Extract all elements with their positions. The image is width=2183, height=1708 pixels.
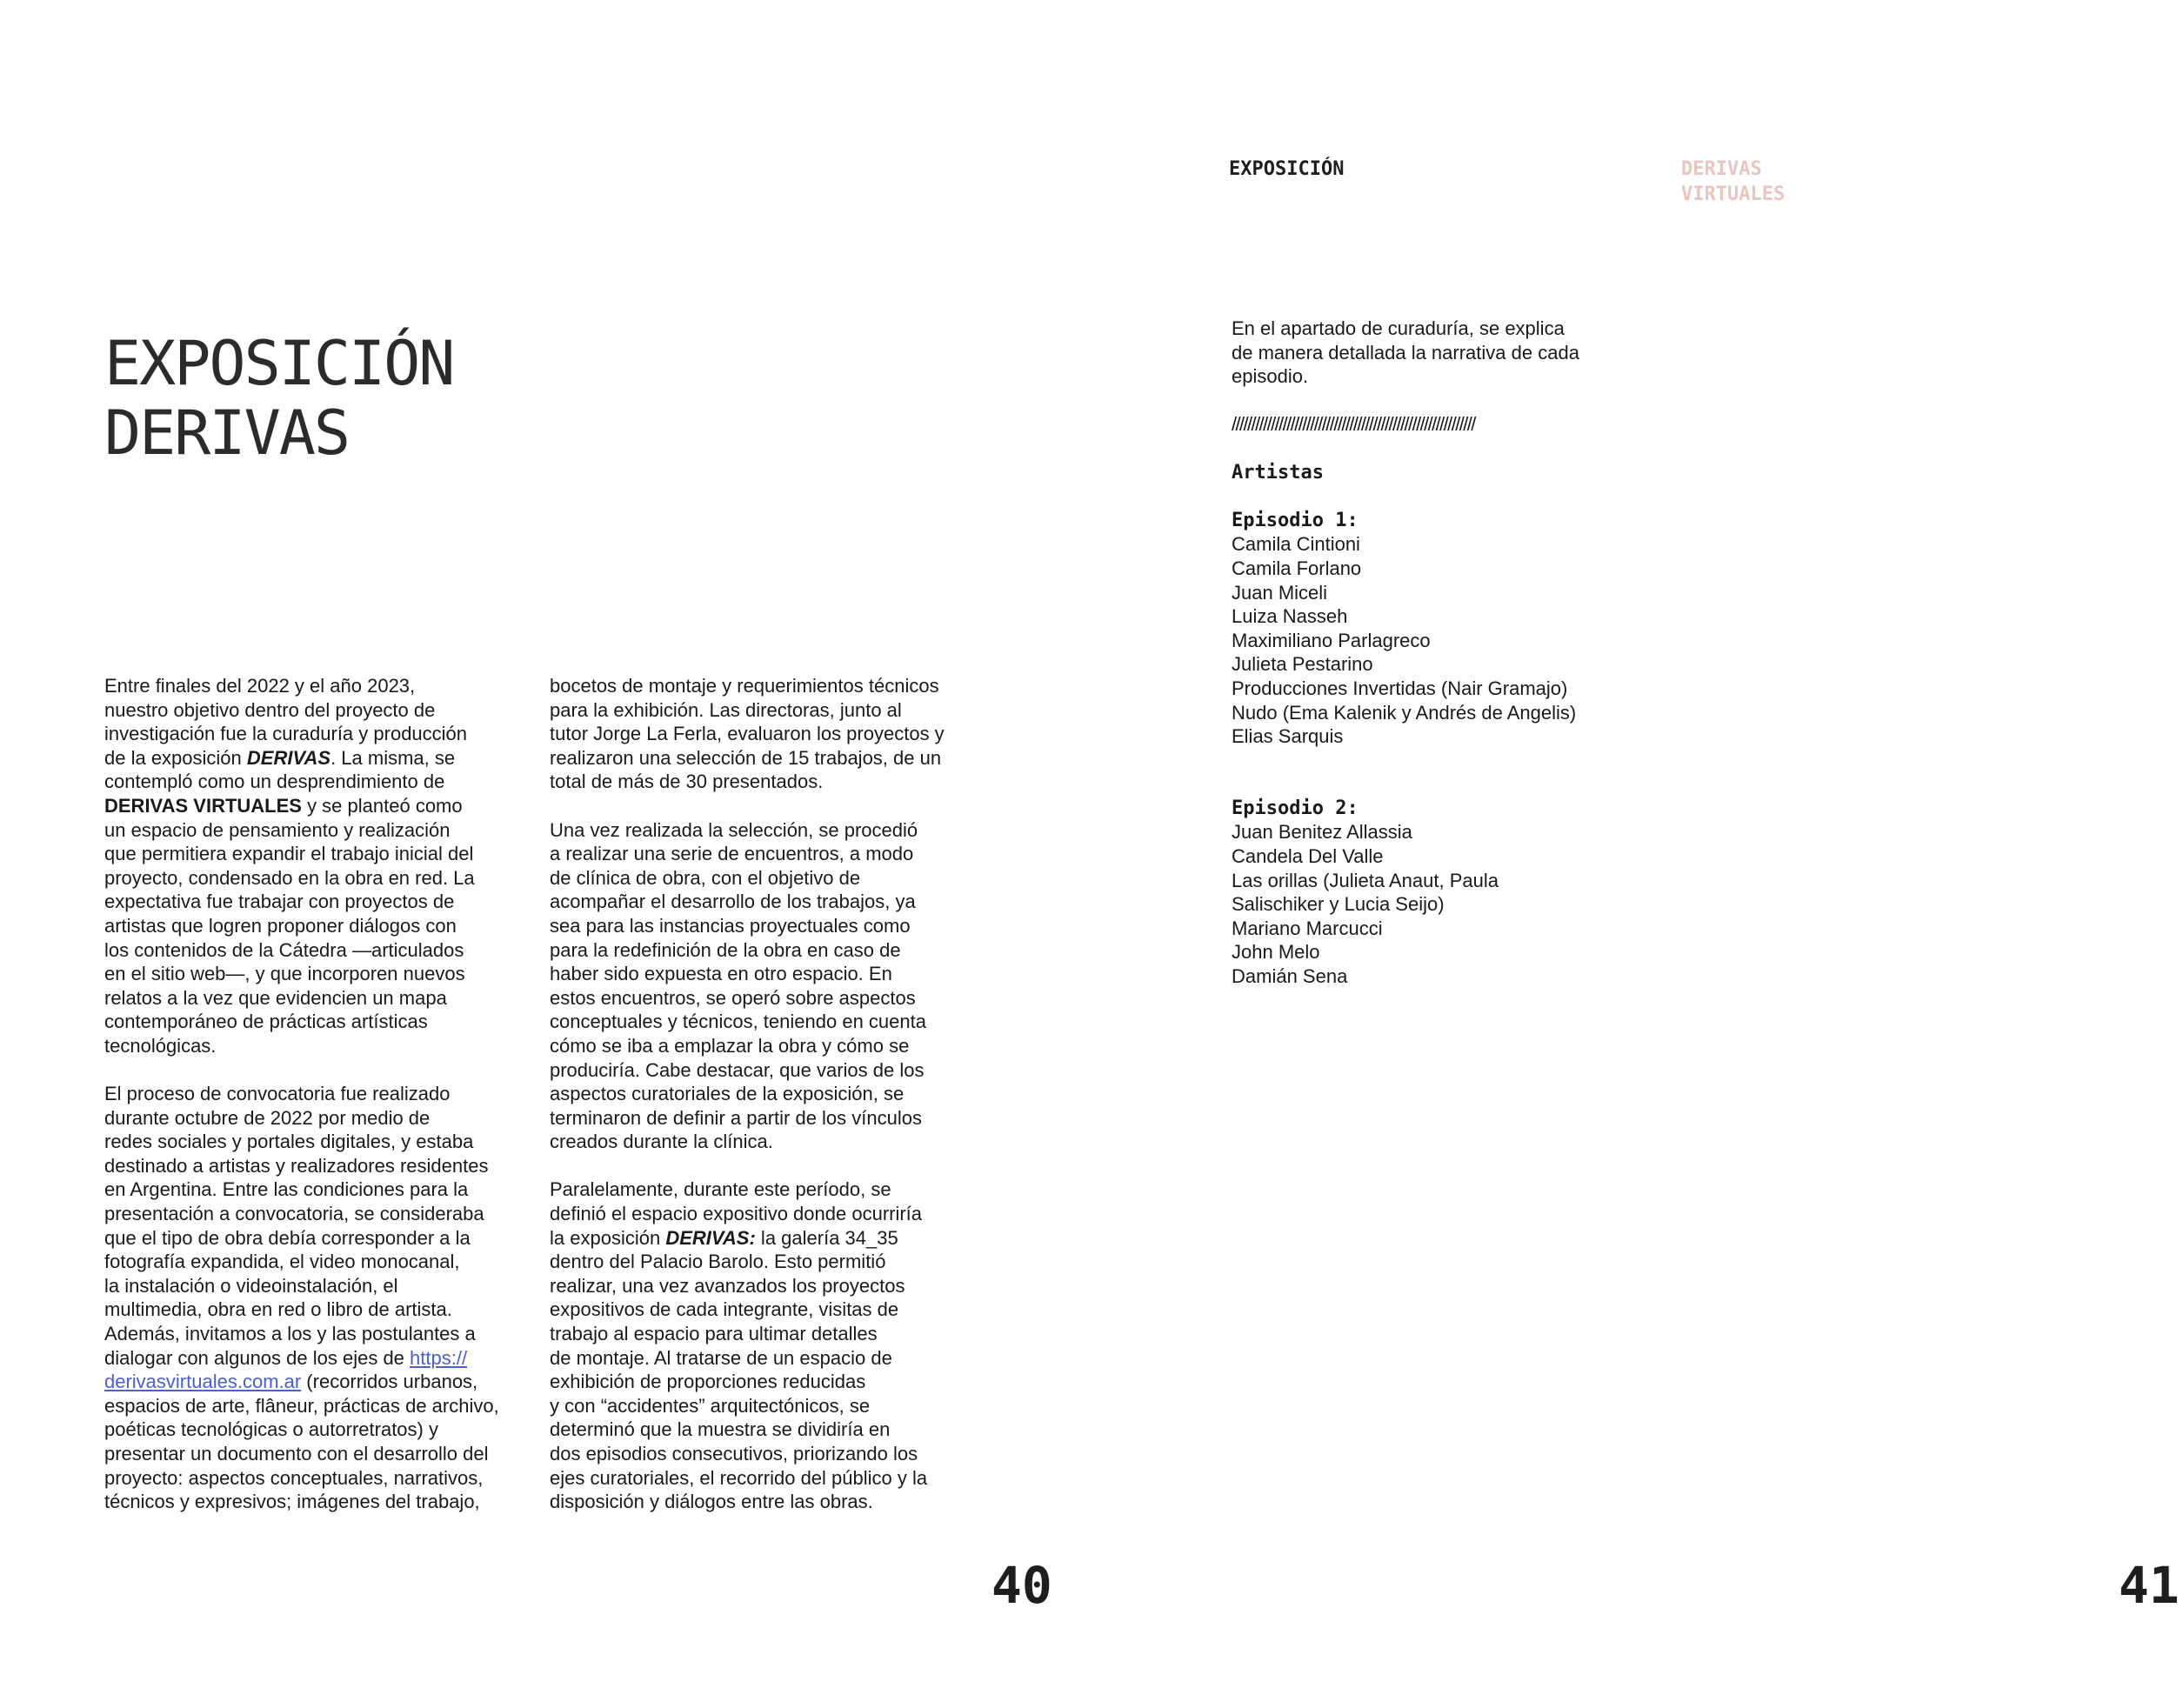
text-line: sea para las instancias proyectuales como — [550, 914, 911, 937]
page-number: 40 — [991, 1556, 1052, 1615]
text-line: investigación fue la curaduría y producción — [104, 723, 468, 745]
artist-item: John Melo — [1232, 941, 1320, 964]
text-line: estos encuentros, se operó sobre aspectos — [550, 986, 916, 1009]
text-fragment: y se planteó como — [301, 794, 463, 817]
episode-heading: Episodio 2: — [1232, 797, 1359, 819]
website-link[interactable]: https:// — [410, 1346, 468, 1369]
text-line: técnicos y expresivos; imágenes del trabajo, — [104, 1491, 480, 1513]
spacer — [1232, 749, 1649, 797]
text-line — [104, 794, 513, 818]
text-line: tutor Jorge La Ferla, evaluaron los proyectos y — [550, 723, 945, 745]
text-line: un espacio de pensamiento y realización — [104, 818, 451, 841]
text-line: los contenidos de la Cátedra —articulados — [104, 938, 464, 961]
text-fragment: dialogar con algunos de los ejes de — [104, 1346, 411, 1369]
text-fragment: la galería 34_35 — [755, 1226, 898, 1249]
text-fragment: . La misma, se — [330, 746, 456, 769]
text-line — [104, 746, 513, 771]
text-line: que el tipo de obra debía corresponder a la — [104, 1226, 471, 1249]
text-line: durante octubre de 2022 por medio de — [104, 1106, 431, 1129]
text-column-2 — [550, 674, 967, 1514]
artist-item: Maximiliano Parlagreco — [1232, 629, 1431, 651]
text-line: dentro del Palacio Barolo. Esto permitió — [550, 1251, 886, 1273]
artist-item: Las orillas (Julieta Anaut, Paula — [1232, 869, 1499, 891]
text-line: realizar, una vez avanzados los proyectos — [550, 1274, 905, 1297]
bold-derivas-virtuales: DERIVAS VIRTUALES — [104, 794, 302, 817]
artist-item: Luiza Nasseh — [1232, 605, 1348, 628]
text-line: la instalación o videoinstalación, el — [104, 1274, 398, 1297]
text-line: produciría. Cabe destacar, que varios de los — [550, 1058, 925, 1081]
text-line: relatos a la vez que evidencien un mapa — [104, 986, 447, 1009]
publication-header — [1681, 157, 1785, 207]
text-line: tecnológicas. — [104, 1034, 217, 1057]
text-line: Además, invitamos a los y las postulantes a — [104, 1323, 476, 1345]
publication-header-line: VIRTUALES — [1681, 183, 1786, 205]
text-line: destinado a artistas y realizadores residentes — [104, 1154, 489, 1177]
title-line: DERIVAS — [104, 397, 350, 469]
website-link[interactable]: derivasvirtuales.com.ar — [104, 1371, 302, 1393]
text-line: proyecto: aspectos conceptuales, narrativos, — [104, 1466, 484, 1489]
artist-item: Camila Forlano — [1232, 557, 1362, 579]
text-line: dos episodios consecutivos, priorizando los — [550, 1443, 918, 1464]
text-line: contemporáneo de prácticas artísticas — [104, 1011, 428, 1033]
spacer — [1232, 437, 1649, 461]
text-line: nuestro objetivo dentro del proyecto de — [104, 698, 436, 721]
spacer — [1232, 389, 1649, 413]
text-fragment: la exposición — [550, 1226, 666, 1249]
artist-item: Salischiker y Lucia Seijo) — [1232, 893, 1445, 916]
text-line: que permitiera expandir el trabajo inicial del — [104, 843, 474, 865]
text-line: en el sitio web—, y que incorporen nuevos — [104, 963, 465, 985]
text-column-1 — [104, 674, 513, 1514]
text-line: En el apartado de curaduría, se explica — [1232, 317, 1565, 339]
text-fragment: (recorridos urbanos, — [301, 1371, 478, 1393]
text-line: contempló como un desprendimiento de — [104, 771, 445, 793]
title-line: EXPOSICIÓN — [104, 328, 454, 399]
text-line: de montaje. Al tratarse de un espacio de — [550, 1346, 892, 1369]
text-line: definió el espacio expositivo donde ocurriría — [550, 1203, 923, 1225]
text-line: Paralelamente, durante este período, se — [550, 1178, 891, 1201]
intro-text — [1232, 317, 1649, 389]
artist-item: Mariano Marcucci — [1232, 917, 1383, 939]
artists-column — [1232, 317, 1649, 989]
artist-item: Nudo (Ema Kalenik y Andrés de Angelis) — [1232, 701, 1577, 724]
spacer — [1232, 484, 1649, 509]
text-line: a realizar una serie de encuentros, a modo — [550, 843, 914, 865]
text-line: terminaron de definir a partir de los vínculos — [550, 1106, 922, 1129]
text-line: en Argentina. Entre las condiciones para la — [104, 1178, 469, 1201]
text-line: poéticas tecnológicas o autorretratos) y — [104, 1418, 438, 1441]
text-line: redes sociales y portales digitales, y estaba — [104, 1131, 474, 1153]
text-line: de manera detallada la narrativa de cada — [1232, 341, 1579, 364]
text-line: conceptuales y técnicos, teniendo en cuenta — [550, 1011, 926, 1033]
slash-separator: ////////////////////////////////////////////////////////////// — [1232, 413, 1475, 436]
artist-item: Juan Miceli — [1232, 581, 1328, 604]
text-line: cómo se iba a emplazar la obra y cómo se — [550, 1034, 910, 1057]
text-line: bocetos de montaje y requerimientos técnicos — [550, 675, 939, 697]
artist-item: Camila Cintioni — [1232, 533, 1360, 556]
artist-item: Julieta Pestarino — [1232, 653, 1373, 676]
text-line — [550, 1226, 967, 1251]
text-line: episodio. — [1232, 365, 1309, 388]
text-line: fotografía expandida, el video monocanal, — [104, 1251, 460, 1273]
text-line: expectativa fue trabajar con proyectos de — [104, 891, 455, 913]
text-line: aspectos curatoriales de la exposición, se — [550, 1083, 905, 1105]
paragraph — [550, 674, 967, 794]
text-line: disposición y diálogos entre las obras. — [550, 1491, 873, 1513]
artists-heading: Artistas — [1232, 461, 1324, 484]
section-header: EXPOSICIÓN — [1229, 158, 1345, 180]
artist-item: Damián Sena — [1232, 965, 1348, 988]
text-line: Entre finales del 2022 y el año 2023, — [104, 675, 416, 697]
text-line: para la redefinición de la obra en caso de — [550, 938, 901, 961]
text-line: multimedia, obra en red o libro de artista. — [104, 1298, 452, 1321]
publication-header-line: DERIVAS — [1681, 158, 1762, 180]
text-line — [104, 1370, 513, 1394]
episode-2 — [1232, 797, 1649, 989]
text-line: total de más de 30 presentados. — [550, 771, 824, 793]
page-number: 41 — [2119, 1556, 2180, 1615]
text-line: creados durante la clínica. — [550, 1131, 773, 1153]
paragraph — [550, 1178, 967, 1513]
text-line: Una vez realizada la selección, se procedió — [550, 818, 918, 841]
episode-heading: Episodio 1: — [1232, 509, 1359, 531]
text-line: determinó que la muestra se dividiría en — [550, 1418, 891, 1441]
text-line — [104, 1346, 513, 1371]
text-line: acompañar el desarrollo de los trabajos, ya — [550, 891, 916, 913]
artist-item: Elias Sarquis — [1232, 725, 1344, 748]
paragraph — [104, 1082, 513, 1514]
text-line: y con “accidentes” arquitectónicos, se — [550, 1394, 871, 1417]
paragraph — [104, 674, 513, 1058]
paragraph — [550, 818, 967, 1154]
text-fragment: de la exposición — [104, 746, 247, 769]
artist-item: Candela Del Valle — [1232, 845, 1384, 868]
episode-1 — [1232, 509, 1649, 749]
text-line: trabajo al espacio para ultimar detalles — [550, 1323, 878, 1345]
text-line: para la exhibición. Las directoras, junto al — [550, 698, 902, 721]
artist-item: Juan Benitez Allassia — [1232, 821, 1412, 844]
page-title — [104, 329, 453, 468]
artist-item: Producciones Invertidas (Nair Gramajo) — [1232, 677, 1568, 699]
emphasis-derivas: DERIVAS: — [665, 1226, 756, 1249]
text-line: presentar un documento con el desarrollo del — [104, 1443, 489, 1464]
text-line: ejes curatoriales, el recorrido del público y la — [550, 1466, 928, 1489]
text-line: exhibición de proporciones reducidas — [550, 1371, 866, 1393]
text-line: de clínica de obra, con el objetivo de — [550, 866, 861, 889]
text-line: El proceso de convocatoria fue realizado — [104, 1083, 451, 1105]
emphasis-derivas: DERIVAS — [246, 746, 331, 769]
text-line: realizaron una selección de 15 trabajos, de un — [550, 746, 942, 769]
text-line: proyecto, condensado en la obra en red. La — [104, 866, 475, 889]
text-line: haber sido expuesta en otro espacio. En — [550, 963, 892, 985]
text-line: artistas que logren proponer diálogos con — [104, 914, 457, 937]
text-line: presentación a convocatoria, se consideraba — [104, 1203, 484, 1225]
text-line: espacios de arte, flâneur, prácticas de archivo, — [104, 1394, 499, 1417]
text-line: expositivos de cada integrante, visitas de — [550, 1298, 899, 1321]
